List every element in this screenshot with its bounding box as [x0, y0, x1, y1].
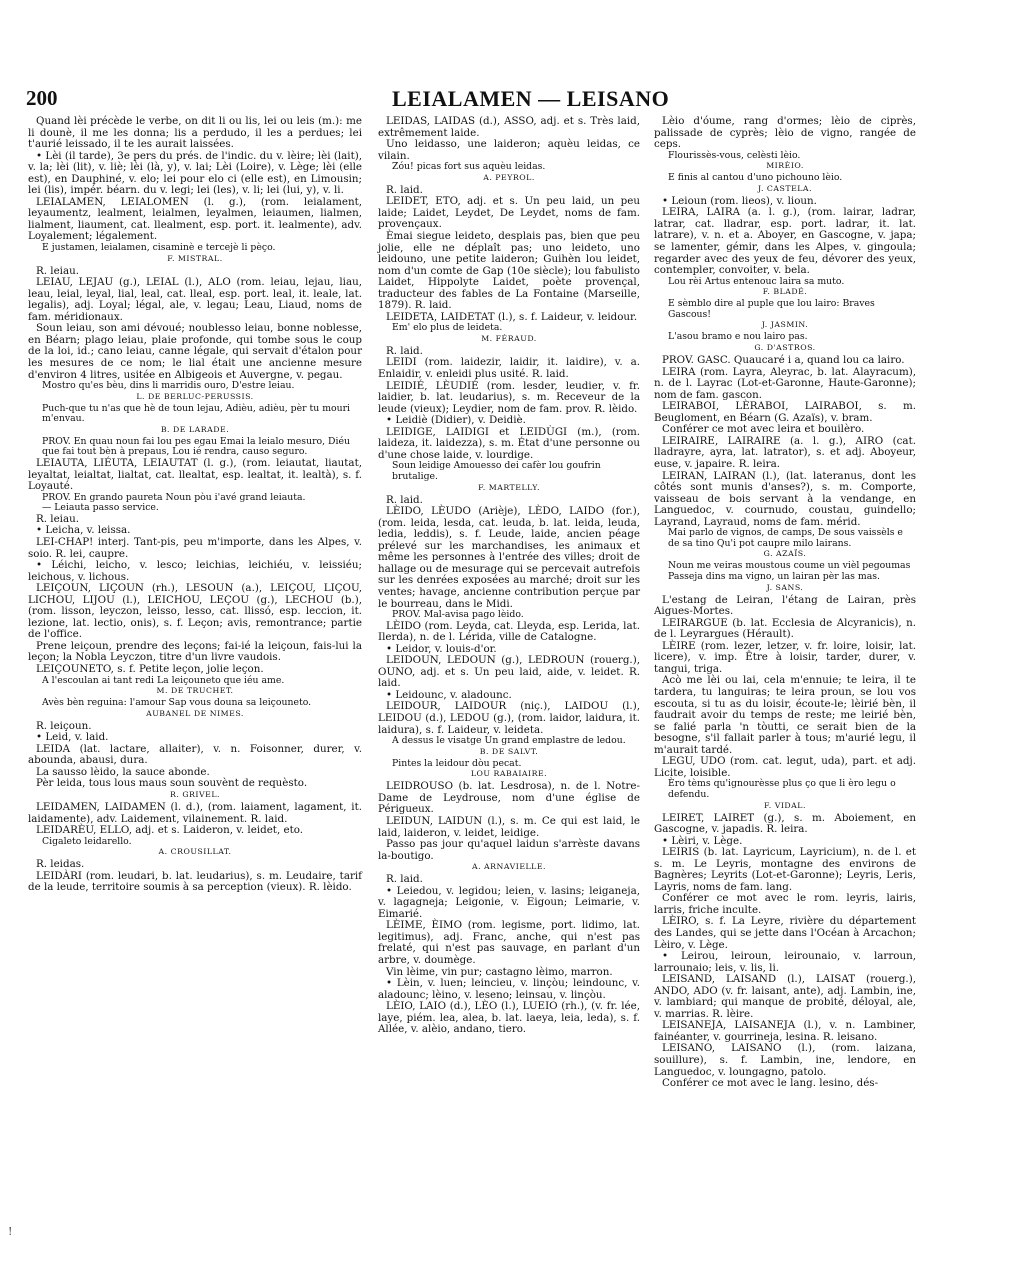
dictionary-entry: • Leicha, v. leissa.: [36, 524, 131, 537]
dictionary-entry: LEIDARÈU, ELLO, adj. et s. Laideron, v. leidet, eto.: [36, 824, 304, 837]
dictionary-entry: Conférer ce mot avec leira et bouilèro.: [662, 423, 865, 436]
dictionary-entry: LEIDUN, LAIDUN (l.), s. m. Ce qui est laid, le laid, laideron, v. leidet, leidige.: [378, 814, 640, 839]
quotation: E finis al cantou d'uno pichouno lèio.: [668, 172, 843, 184]
quote-attribution: A. PEYROL.: [483, 172, 535, 182]
dictionary-entry: LEIÇOUN, LIÇOUN (rh.), LESOUN (a.), LEIÇOU, LIÇOU, LICHOU, LIJOU (l.), LEICHOU, LEÇOU (g.), LECHOU (b.), (rom. lisson, leyczon, leisso, lesso, cat. llissó, esp. leccion, it. lezione, lat. lectio, onis), s. f. Leçon; avis, remontrance; partie de l'office.: [28, 582, 362, 641]
dictionary-entry: LEIRIS (b. lat. Layricum, Layricium), n. de l. et s. m. Le Leyris, montagne des environs de Bagnères; Leyrits (Lot-et-Garonne); Leyris, Leris, Layris, noms de fam. lang.: [654, 846, 916, 893]
quotation: Puch-que tu n'as que hè de toun lejau, Adièu, adièu, pèr tu mouri m'envau.: [42, 402, 351, 425]
dictionary-entry: Conférer ce mot avec le rom. leyris, lairis, larris, friche inculte.: [654, 892, 916, 916]
quote-attribution: J. CASTELA.: [757, 183, 813, 193]
dictionary-entry: LEGU, UDO (rom. cat. legut, uda), part. et adj. Licite, loisible.: [654, 755, 916, 779]
quote-attribution: J. JASMIN.: [761, 320, 809, 330]
dictionary-entry: LEISANEJA, LAISANEJA (l.), v. n. Lambiner, fainéanter, v. gourrineja, lesina. R. leisano.: [654, 1019, 916, 1043]
dictionary-entry: LEIDÀRI (rom. leudari, b. lat. leudarius), s. m. Leudaire, tarif de la leude, territoire soumis à sa perception (vieux). R. lèido.: [28, 869, 362, 894]
dictionary-entry: LEIAU, LEJAU (g.), LEIAL (l.), ALO (rom. leiau, lejau, liau, leau, leial, leyal, lial, leal, cat. lleal, esp. port. leal, it. leale, lat. legalis), adj. Loyal; légal, ale, v. legau; Leau, Liaud, noms de fam. méridionaux.: [28, 276, 362, 323]
dictionary-entry: R. leiau.: [36, 512, 80, 525]
dictionary-entry: LEIRA, LAIRA (a. l. g.), (rom. lairar, ladrar, latrar, cat. lladrar, esp. port. ladrar, it. lat. latrare), v. n. et a. Aboyer, en Gascogne, v. japa; se lamenter, gémir, dans les Alpes, v. gingoula; regarder avec des yeux de feu, dévorer des yeux, contempler, convoiter, v. bela.: [654, 206, 916, 277]
dictionary-entry: R. laid.: [386, 183, 423, 196]
quotation: Èro tèms qu'ignourèsse plus ço que li èro legu o defendu.: [668, 778, 896, 800]
dictionary-entry: LEIDOUN, LEDOUN (g.), LEDROUN (rouerg.), OUNO, adj. et s. Un peu laid, aide, v. leidet. R. laid.: [378, 654, 640, 690]
margin-mark: !: [8, 1225, 13, 1238]
dictionary-entry: LEIRAN, LAIRAN (l.), (lat. lateranus, dont les côtés sont munis d'anses?), s. m. Comporte, vaisseau de bois servant à la vendange, en Languedoc, v. cournudo, coustau, guindello; Layrand, Layraud, noms de fam. mérid.: [654, 469, 916, 528]
quote-attribution: A. ARNAVIELLE.: [471, 862, 547, 872]
dictionary-entry: LEISANO, LAISANO (l.), (rom. laizana, souillure), s. f. Lambin, ine, lendore, en Languedoc, v. loungagno, patolo.: [654, 1042, 916, 1078]
dictionary-entry: • Leioun (rom. lieos), v. lioun.: [662, 194, 817, 207]
column-right: [654, 116, 916, 1090]
dictionary-entry: LEIDETA, LAIDETAT (l.), s. f. Laideur, v. leidour.: [386, 310, 638, 323]
quote-attribution: F. BLADÉ.: [762, 287, 808, 297]
dictionary-entry: Soun leiau, son ami dévoué; noublesso leiau, bonne noblesse, en Béarn; plago leiau, plaie profonde, qui tombe sous le coup de la loi, id.; cano leiau, canne légale, qui servait d'étalon pour les mesures de ce nom; le lial était une ancienne mesure d'environ 4 litres, usitée en Albigeois et Auvergne, v. pegau.: [28, 322, 362, 381]
dictionary-entry: LEIDAMEN, LAIDAMEN (l. d.), (rom. laiament, lagament, it. laidamente), adv. Laidement, vilainement. R. laid.: [28, 801, 362, 825]
dictionary-entry: LEIDIÉ, LÈUDIÉ (rom. lesder, leudier, v. fr. laidier, b. lat. leudarius), s. m. Receveur de la leude (vieux); Leydier, nom de fam. prov. R. lèido.: [378, 379, 640, 415]
dictionary-entry: LEIDET, ETO, adj. et s. Un peu laid, un peu laide; Laidet, Leydet, De Leydet, noms de fam. provençaux.: [378, 195, 640, 231]
quote-attribution: AUBANEL DE NIMES.: [146, 708, 244, 718]
quotation: Soun leidige Amouesso dei cafèr lou goufrin brutalige.: [392, 460, 601, 482]
dictionary-entry: LEIALAMEN, LEIALOMEN (l. g.), (rom. leialament, leyaumentz, lealment, leialmen, leyalmen, leiaumen, lialmen, lialment, liaument, cat. llealment, esp. port. it. lealmente), adv. Loyalement; légalement.: [28, 195, 362, 243]
dictionary-entry: Èmai siegue leideto, desplais pas, bien que peu jolie, elle ne déplaît pas; uno leideto, uno leidouno, une petite laideron; Guihèn lou leidet, nom d'un comte de Gap (10e siècle); lou fabulisto Laidet, Hippolyte Laidet, poète provençal, traducteur des fables de La Fontaine (Marseille, 1879). R. laid.: [378, 229, 640, 312]
dictionary-entry: Acò me lèi ou lai, cela m'ennuie; te leira, il te tardera, tu languiras; te leira proun, se lou vos escouta, si tu as du loisir, écoute-le; lèirié bèn, il faudrait avoir du temps de reste; me leirié bèn, se falié parla 'n tòutti, ce serait bien de la besogne, s'il fallait parler à tous; m'aurié legu, il m'aurait tardé.: [654, 674, 916, 756]
dictionary-entry: LÈIRE (rom. lezer, letzer, v. fr. loire, loisir, lat. licere), v. imp. Être à loisir, tarder, durer, v. tangui, triga.: [654, 639, 916, 675]
dictionary-entry: LÈIRO, s. f. La Leyre, rivière du département des Landes, qui se jette dans l'Océan à Arcachon; Lèiro, v. Lège.: [654, 915, 916, 951]
quotation: PROV. En grando paureta Noun pòu i'avé grand leiauta.: [42, 491, 306, 503]
quote-attribution: R. GRIVEL.: [170, 790, 220, 799]
quotation: Cigaleto leidarello.: [42, 835, 132, 847]
dictionary-entry: LEISAND, LAISAND (l.), LAISAT (rouerg.), ANDO, ADO (v. fr. laisant, ante), adj. Lambin, ine, v. lambiard; qui manque de probité, déloyal, ale, v. marrias. R. lèire.: [654, 973, 916, 1020]
quotation: Avès bèn reguina: l'amour Sap vous douna sa leiçouneto.: [42, 697, 312, 709]
quote-attribution: G. D'ASTROS.: [754, 343, 816, 353]
quotation: PROV. En quau noun fai lou pes egau Emai la leialo mesuro, Diéu que fai tout bèn à prepaus, Lou ié rendra, causo seguro.: [42, 435, 350, 458]
quotation: — Leiauta passo service.: [42, 502, 159, 514]
quotation: PROV. Mal-avisa pago lèido.: [392, 609, 524, 621]
dictionary-entry: • Leirou, leiroun, leirounaio, v. larroun, larrounaio; leis, v. lis, li.: [654, 950, 916, 974]
quote-attribution: B. DE LARADE.: [160, 424, 230, 434]
dictionary-entry: Vin lèime, vin pur; castagno lèimo, marron.: [386, 965, 613, 978]
dictionary-entry: LEIAUTA, LIÉUTA, LEIAUTAT (l. g.), (rom. leiautat, liautat, leyaltat, leialtat, lialtat, cat. llealtat, esp. lealtat, it. lealtà), s. f. Loyauté.: [28, 457, 362, 493]
dictionary-entry: • Léichi, leicho, v. lesco; leichias, leichiéu, v. leissiéu; leichous, v. lichous.: [28, 559, 362, 583]
dictionary-entry: • Leiedou, v. legidou; leien, v. lasins; leiganeja, v. lagagneja; Leigonie, v. Eigoun; Leimarie, v. Eimarié.: [378, 884, 640, 920]
quotation: Noun me veiras moustous coume un vièl pegoumas Passeja dins ma vigno, un lairan pèr las mas.: [668, 560, 911, 583]
running-title: LEIALAMEN — LEISANO: [392, 86, 670, 111]
dictionary-entry: LEIRAIRE, LAIRAIRE (a. l. g.), AIRO (cat. lladrayre, ayra, lat. latrator), s. et adj. Aboyeur, euse, v. japaire. R. leira.: [654, 434, 916, 470]
dictionary-entry: LEIÇOUNETO, s. f. Petite leçon, jolie leçon.: [36, 662, 264, 675]
dictionary-entry: R. leiçoun.: [36, 719, 92, 732]
dictionary-entry: Prene leiçoun, prendre des leçons; fai-ié la leiçoun, fais-lui la leçon; la Nobla Leyczon, titre d'un livre vaudois.: [28, 639, 362, 664]
quotation: E justamen, leialamen, cisaminè e tercejè li pèço.: [42, 242, 276, 254]
quotation: Zóu! picas fort sus aquèu leidas.: [392, 161, 546, 173]
dictionary-entry: LEIDA (lat. lactare, allaiter), v. n. Foisonner, durer, v. abounda, abausi, dura.: [28, 742, 362, 767]
quote-attribution: G. AZAÏS.: [763, 549, 807, 559]
dictionary-entry: Pèr leida, tous lous maus soun souvènt de requèsto.: [36, 777, 308, 790]
dictionary-entry: LÈIDO, LÈUDO (Arièje), LÈDO, LAIDO (for.), (rom. leida, lesda, cat. leuda, b. lat. leida, leuda, ledia, leddis), s. f. Leude, laide, ancien péage prélevé sur les marchandises, les animaux et même les personnes à l'entrée des villes; droit de hallage ou de mesurage qui se percevait autrefois sur les denrées exposées au marché; droit sur les ventes; havage, ancienne contribution perçue par le bourreau, dans le Midi.: [378, 505, 640, 610]
dictionary-entry: • Leidiè (Didier), v. Deidiè.: [386, 414, 526, 427]
column-middle: [378, 116, 640, 1036]
dictionary-entry: Lèio d'óume, rang d'ormes; lèio de ciprès, palissade de cyprès; lèio de vigno, rangée de ceps.: [654, 115, 916, 151]
dictionary-entry: • Lèi (il tarde), 3e pers du prés. de l'indic. du v. lèire; lèi (lait), v. la; lèi (lit), v. liè; lèi (là, y), v. lai; Lèi (Loire), v. Lège; lèi (elle est), en Dauphiné, v. elo; lei pour elo ci (elle est), en Limousin; lei (lis), impér. béarn. du v. legi; lei (les), v. li; lei (lui, y), v. li.: [28, 149, 362, 197]
quote-attribution: F. MARTELLY.: [478, 482, 540, 492]
dictionary-entry: Conférer ce mot avec le lang. lesino, dés-: [662, 1077, 879, 1090]
quotation: A l'escoulan ai tant redi La leiçouneto que iéu ame.: [42, 674, 285, 686]
dictionary-entry: R. leiau.: [36, 264, 80, 277]
quote-attribution: A. CROUSILLAT.: [158, 847, 232, 857]
dictionary-entry: R. laid.: [386, 344, 423, 357]
dictionary-entry: LEIDIGE, LAIDIGI et LEIDÙGI (m.), (rom. laideza, it. laidezza), s. m. État d'une personne ou d'une chose laide, v. lourdige.: [378, 425, 640, 461]
quote-attribution: J. SANS.: [766, 582, 804, 592]
page-number: 200: [26, 86, 58, 110]
quote-attribution: B. DE SALVT.: [479, 746, 539, 756]
dictionary-entry: Passo pas jour qu'aquel laidun s'arrèste davans la-boutigo.: [378, 838, 640, 862]
quotation: A dessus le visatge Un grand emplastre de ledou.: [392, 735, 626, 747]
quote-attribution: M. FÉRAUD.: [481, 333, 537, 343]
dictionary-entry: Quand lèi précède le verbe, on dit li ou lis, lei ou leis (m.): me li dounè, il me les donna; lis a perdudo, il les a perdues; lei t'aurié leissado, il te les aurait laissées.: [28, 115, 362, 151]
quotation: L'asou bramo e nou lairo pas.: [668, 331, 808, 343]
dictionary-entry: PROV. GASC. Quaucaré i a, quand lou ca lairo.: [662, 354, 905, 367]
dictionary-entry: LEIDOUR, LAIDOUR (niç.), LAIDOU (l.), LEIDOU (d.), LEDOU (g.), (rom. laidor, laidura, it. laidura), s. f. Laideur, v. leideta.: [378, 700, 640, 736]
quote-attribution: F. MISTRAL.: [167, 253, 223, 263]
quotation: Pintes la leidour dòu pecat.: [392, 757, 522, 769]
dictionary-entry: LEI-CHAP! interj. Tant-pis, peu m'importe, dans les Alpes, v. soio. R. lei, caupre.: [28, 535, 362, 560]
quote-attribution: M. DE TRUCHET.: [156, 686, 234, 696]
dictionary-entry: LEIDAS, LAIDAS (d.), ASSO, adj. et s. Très laid, extrêmement laide.: [378, 115, 640, 139]
quotation: Mostro qu'es bèu, dins li marridis ouro, D'estre leiau.: [42, 380, 295, 392]
dictionary-entry: LEIDROUSO (b. lat. Lesdrosa), n. de l. Notre-Dame de Leydrouse, nom d'une église de Périgueux.: [378, 780, 640, 816]
dictionary-entry: L'estang de Leiran, l'étang de Lairan, près Aigues-Mortes.: [654, 593, 916, 618]
dictionary-entry: LEIDI (rom. laidezir, laidir, it. laidire), v. a. Enlaidir, v. enleidi plus usité. R. laid.: [378, 356, 640, 381]
dictionary-entry: LEIRABOI, LÈRABOI, LAIRABOI, s. m. Beugloment, en Béarn (G. Azaïs), v. bram.: [654, 400, 916, 424]
quotation: E sèmblo dire al puple que lou lairo: Braves Gascous!: [668, 298, 875, 320]
quote-attribution: LOU RABAIAIRE.: [470, 769, 548, 779]
dictionary-entry: R. laid.: [386, 493, 423, 506]
dictionary-entry: LEIRA (rom. Layra, Aleyrac, b. lat. Alayracum), n. de l. Layrac (Lot-et-Garonne, Haute-Garonne); nom de fam. gascon.: [654, 365, 916, 401]
dictionary-entry: LÈIME, ÈIMO (rom. legisme, port. lidimo, lat. legitimus), adj. Franc, anche, qui n'est pas frelaté, qui n'est pas sauvage, en parlant d'un arbre, v. doumège.: [378, 919, 640, 966]
dictionary-entry: R. laid.: [386, 873, 423, 886]
dictionary-entry: LEIRET, LAIRET (g.), s. m. Aboiement, en Gascogne, v. japadis. R. leira.: [654, 811, 916, 836]
dictionary-entry: • Lèiri, v. Lège.: [662, 834, 743, 847]
quotation: Flourissès-vous, celèsti lèio.: [668, 149, 801, 161]
dictionary-entry: • Leid, v. laid.: [36, 731, 109, 744]
quote-attribution: L. DE BERLUC-PERUSSIS.: [136, 391, 254, 401]
column-left: [28, 116, 362, 894]
dictionary-entry: R. leidas.: [36, 858, 85, 871]
quotation: Em' elo plus de leideta.: [392, 322, 503, 334]
dictionary-entry: • Lèin, v. luen; leincieu, v. linçòu; leindounc, v. aladounc; lèino, v. leseno; leinsau, v. linçòu.: [378, 977, 640, 1001]
dictionary-entry: La sausso lèido, la sauce abonde.: [36, 765, 210, 778]
dictionary-entry: Uno leidasso, une laideron; aquèu leidas, ce vilain.: [378, 138, 640, 162]
dictionary-entry: • Leidounc, v. aladounc.: [386, 688, 512, 701]
dictionary-entry: • Leidor, v. louis-d'or.: [386, 642, 497, 655]
quote-attribution: MIRÈIO.: [766, 161, 804, 171]
dictionary-entry: LEIRARGUE (b. lat. Ecclesia de Alcyranicis), n. de l. Leyrargues (Hérault).: [654, 616, 916, 641]
quotation: Lou rèi Artus entenouc laira sa muto.: [668, 275, 845, 287]
quotation: Mai parlo de vignos, de camps, De sous vaissèls e de sa tino Qu'i pot caupre milo lairans.: [668, 527, 903, 549]
quote-attribution: F. VIDAL.: [764, 800, 806, 810]
dictionary-entry: LÈIDO (rom. Leyda, cat. Lleyda, esp. Lerida, lat. Ilerda), n. de l. Lérida, ville de Catalogne.: [378, 619, 640, 644]
dictionary-entry: LÈIO, LAIO (d.), LÈO (l.), LUEIO (rh.), (v. fr. lée, laye, piém. lea, alea, b. lat. laeya, leia, leda), s. f. Allée, v. alèio, andano, tiero.: [378, 1000, 640, 1036]
